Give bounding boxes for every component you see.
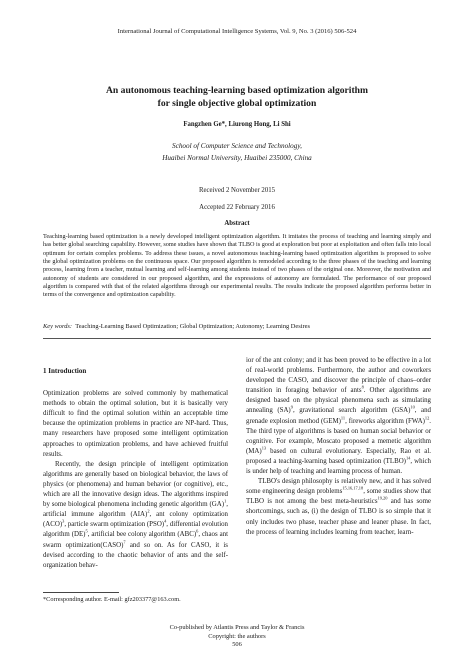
- text-run: ior of the ant colony; and it has been proved to be effective in a lot of real-world problems. Furthermore, the author and coworkers developed the CASO, and discover the principle of chaos–order transition in foraging behavior of ants: [246, 357, 431, 395]
- footnote-divider: [43, 592, 119, 593]
- text-run: and so on. As for CASO, it is devised according to the chaotic behavior of ants and the self-organization behav-: [43, 541, 228, 569]
- journal-header: International Journal of Computational Intelligence Systems, Vol. 9, No. 3 (2016) 506-524: [117, 28, 357, 35]
- text-run: Recently, the design principle of intelligent optimization algorithms are generally based on biological behavior, the laws of physics (or phenomena) and human behavior (or cognitive), etc., which are all the innovative design ideas. The algorithms inspired by some biological phenomena including genetic algorithm (GA): [43, 460, 228, 509]
- text-run: . Other algorithms are designed based on the physical phenomena such as simulating annealing (SA): [246, 387, 431, 415]
- keywords: [43, 323, 431, 330]
- right-column: [246, 356, 431, 538]
- citation: 15,16,17,18: [342, 485, 364, 491]
- text-run: , and grenade explosion method (GEM): [246, 407, 432, 425]
- text-run: , gravitational search algorithm (GSA): [292, 407, 411, 415]
- title-line-1: An autonomous teaching-learning based optimization algorithm: [106, 85, 368, 96]
- text-run: based on cultural evolutionary. Especially, Rao et al. proposed a teaching-learning based optimization (TLBO): [246, 447, 431, 465]
- citation: 11: [340, 415, 346, 421]
- affiliation-line-2: Huaibei Normal University, Huaibei 235000, China: [162, 154, 312, 162]
- citation: 4: [164, 519, 167, 525]
- text-run: , artificial bee colony algorithm (ABC): [87, 531, 197, 539]
- page-number: 506: [232, 641, 242, 648]
- text-run: , some studies show that TLBO is not among the best meta-heuristics: [246, 488, 431, 506]
- publisher-line: Co-published by Atlantis Press and Taylor & Francis: [169, 624, 305, 631]
- text-run: TLBO's design philosophy is relatively new, and it has solved some engineering design problems: [246, 478, 431, 496]
- citation: 8: [361, 384, 364, 390]
- text-run: , ant colony optimization (ACO): [43, 511, 228, 529]
- dates: [0, 182, 474, 216]
- abstract-divider: [43, 338, 431, 339]
- keywords-list: Teaching-Learning Based Optimization; Global Optimization; Autonomy; Learning Desires: [75, 323, 310, 330]
- text-run: , particle swarm optimization (PSO): [64, 521, 165, 529]
- abstract-heading: Abstract: [224, 220, 250, 227]
- citation: 9: [290, 405, 293, 411]
- text-run: and has some shortcomings, such as, (i) the design of TLBO is so simple that it only includes two phase, teacher phase and leaner phase. In fact, the process of learning includes learning from teacher, learn-: [246, 498, 431, 536]
- accepted-date: Accepted 22 February 2016: [199, 204, 275, 211]
- text-run: , artificial immune algorithm (AIA): [43, 501, 228, 519]
- footnote: *Corresponding author. E-mail: gfz203377@163.com.: [43, 596, 181, 603]
- keywords-label: Key words:: [43, 323, 73, 330]
- section-heading: 1 Introduction: [43, 367, 87, 375]
- intro-paragraph-3: [246, 356, 431, 477]
- intro-paragraph-2: [43, 460, 228, 571]
- citation: 10: [410, 405, 415, 411]
- paper-title: [40, 84, 434, 110]
- citation: 5: [85, 529, 88, 535]
- text-run: , differential evolution algorithm (DE): [43, 521, 228, 539]
- authors: Fangzhen Ge*, Liurong Hong, Li Shi: [183, 121, 291, 128]
- citation: 13: [261, 445, 267, 451]
- citation: 12: [424, 415, 430, 421]
- affiliation: [0, 140, 474, 164]
- citation: 1: [224, 498, 227, 504]
- citation: 14: [405, 455, 411, 461]
- received-date: Received 2 November 2015: [198, 187, 276, 194]
- text-run: , which is under help of teaching and learning process of human.: [246, 457, 431, 476]
- intro-paragraph-4: [246, 477, 431, 538]
- text-run: , chaos ant swarm optimization(CASO): [43, 531, 229, 549]
- title-line-2: for single objective global optimization: [157, 98, 317, 109]
- citation: 7: [123, 539, 126, 545]
- citation: 6: [196, 529, 199, 535]
- page-footer: [0, 624, 474, 650]
- affiliation-line-1: School of Computer Science and Technology,: [172, 142, 302, 150]
- left-column: [43, 366, 228, 571]
- text-run: . The third type of algorithms is based on human social behavior or cognitive. For example, Moscato proposed a memetic algorithm (MA): [246, 417, 431, 455]
- intro-paragraph-1: Optimization problems are solved commonly by mathematical methods to obtain the optimal solution, but it is basically very difficult to find the optimal solution within an acceptable time because the optimization problems in practice are NP-hard. Thus, many researchers have proposed some intelligent optimization approaches to optimization problems, and have achieved fruitful results.: [43, 390, 228, 458]
- text-run: , fireworks algorithm (FWA): [345, 417, 425, 425]
- citation: 3: [62, 519, 65, 525]
- citation: 2: [147, 508, 150, 514]
- citation: 19,20: [377, 496, 388, 502]
- copyright-line: Copyright: the authors: [208, 632, 266, 640]
- abstract-text: Teaching-learning based optimization is a newly developed intelligent optimization algorithm. It imitates the process of teaching and learning simply and has better global searching capability. However, some studies have shown that TLBO is good at exploration but poor at exploitation and often falls into local optimum for certain complex problems. To address these issues, a novel autonomous teaching-learning based optimization algorithm is proposed to solve the global optimization problems on the continuous space. Our proposed algorithm is remodeled according to the three phases of the teaching and learning process, learning from a teacher, mutual learning and self-learning among students instead of two phases of the original one. Moreover, the motivation and autonomy of students are considered in our proposed algorithm, and the expressions of autonomy are formulated. The performance of our proposed algorithm is compared with that of the related algorithms through our experimental results. The results indicate the proposed algorithm performs better in terms of the convergence and optimization capability.: [43, 233, 431, 299]
